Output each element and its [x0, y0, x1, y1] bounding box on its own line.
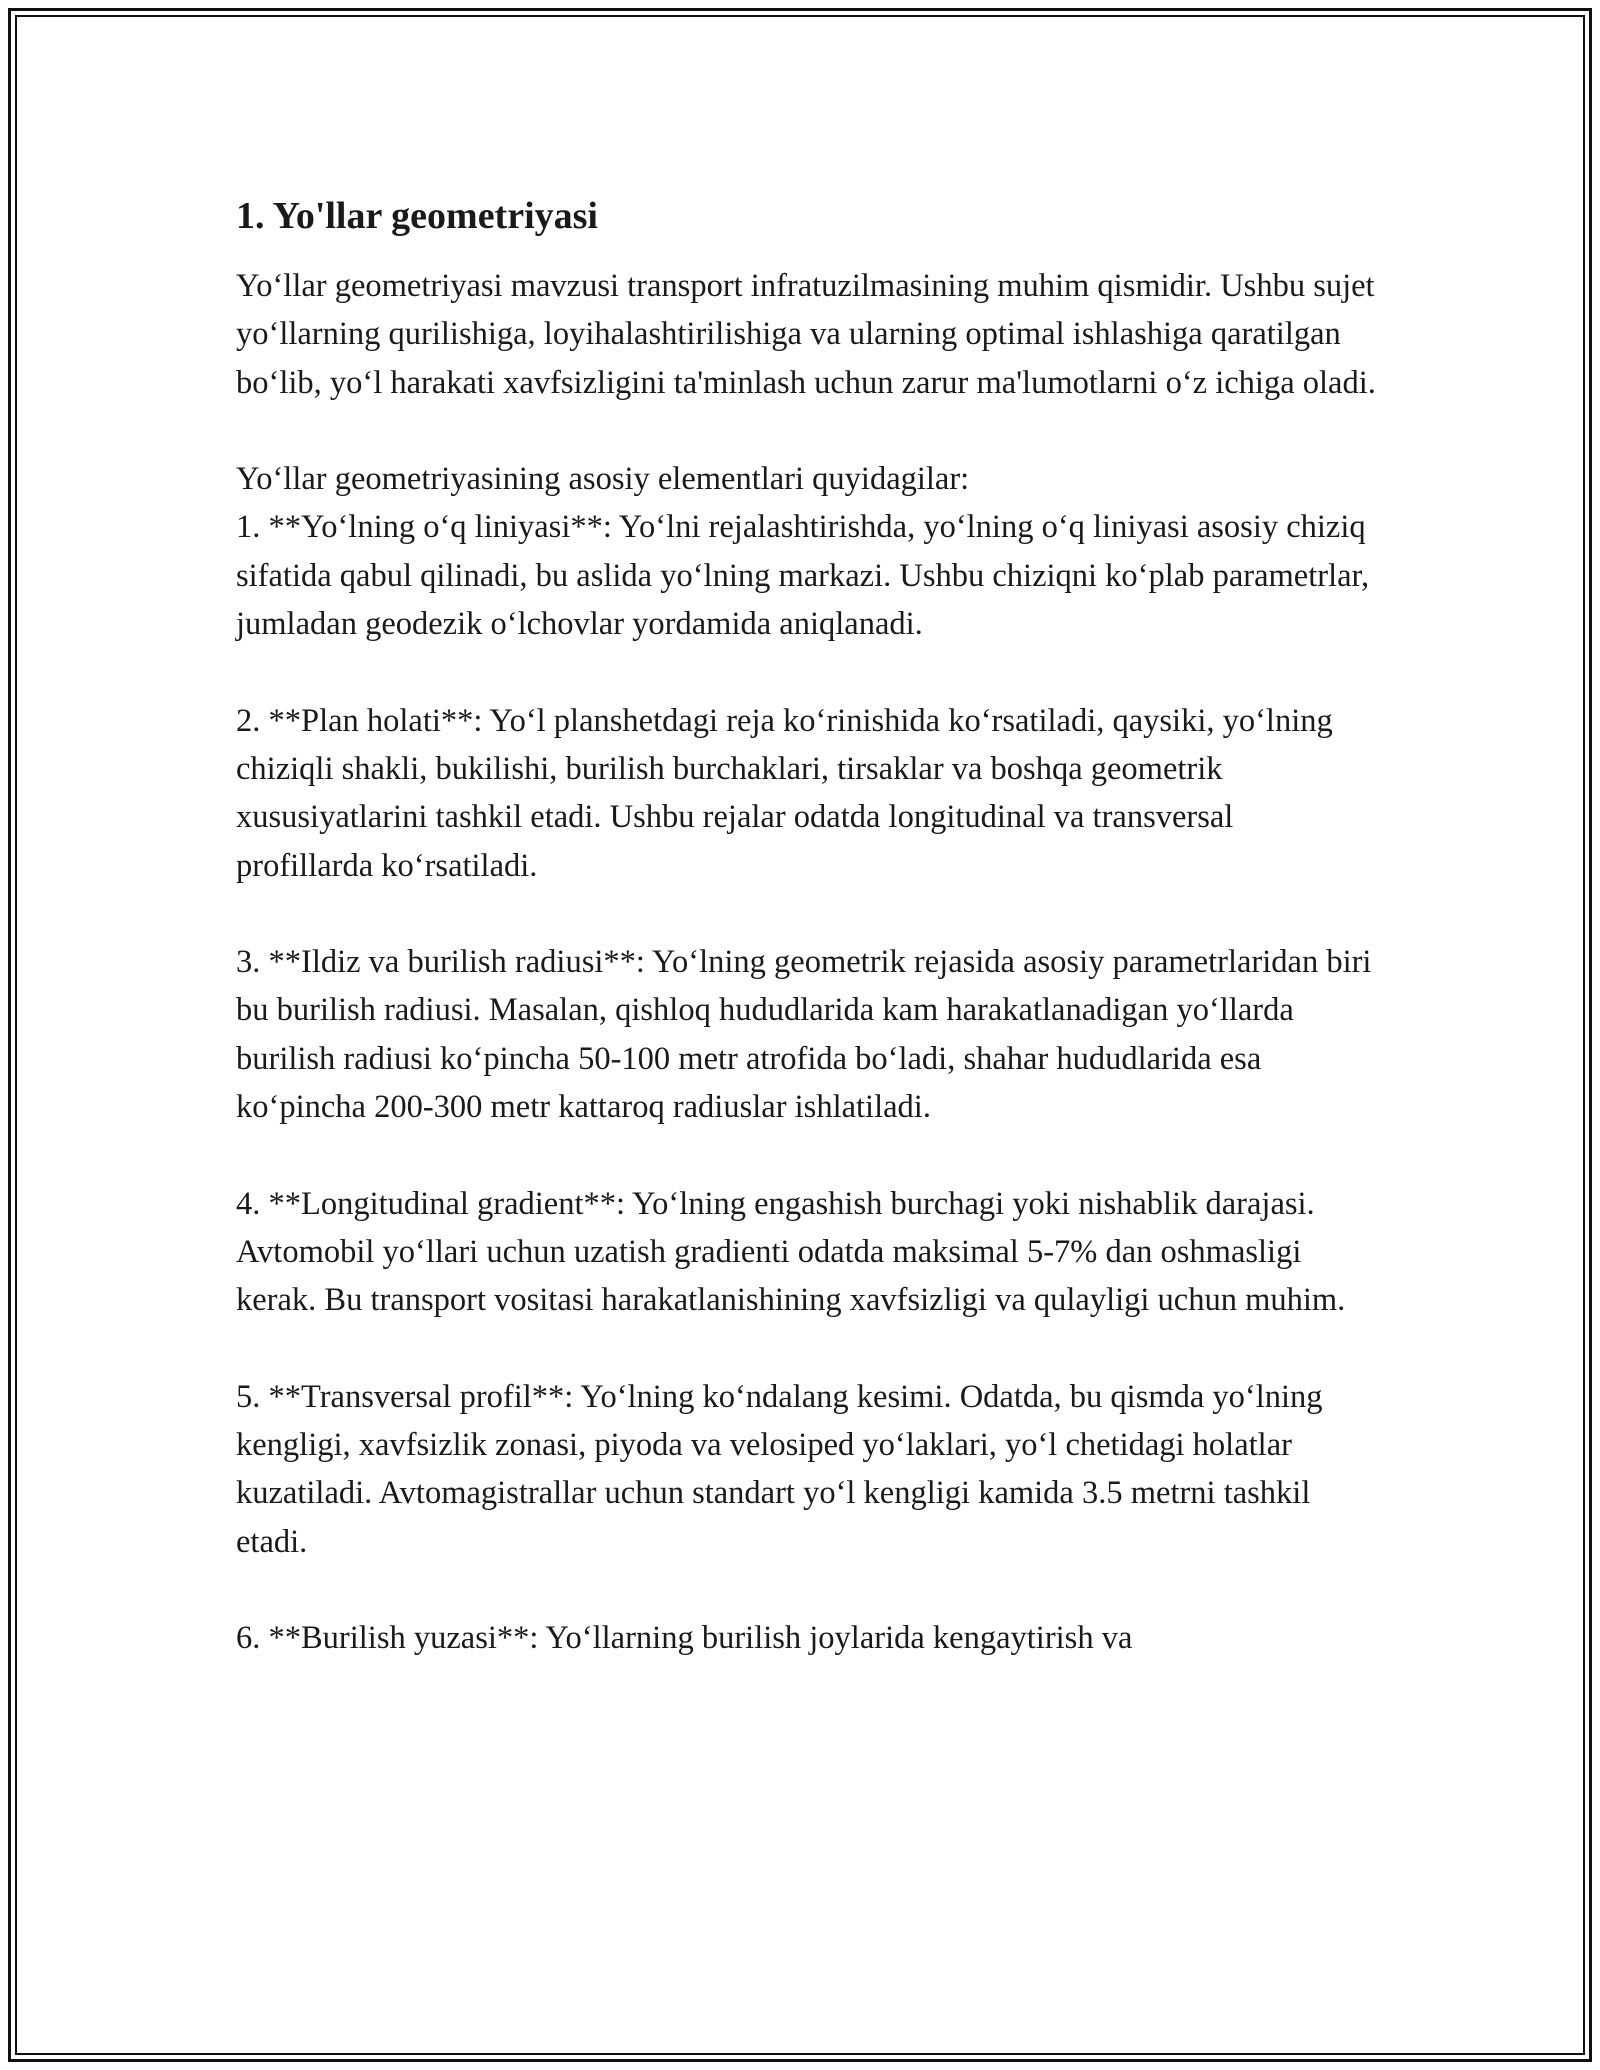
list-item-plan-state: 2. **Plan holati**: Yo‘l planshetdagi reja ko‘rinishida ko‘rsatiladi, qaysiki, yo‘lning chiziqli shakli, bukilishi, burilish burchaklari, tirsaklar va boshqa geometrik xususiyatlarini tashkil etadi. Ushbu rejalar odatda longitudinal va transversal profillarda ko‘rsatiladi. — [236, 702, 1333, 884]
document-title: 1. Yo'llar geometriyasi — [236, 195, 598, 237]
list-item-longitudinal-gradient: 4. **Longitudinal gradient**: Yo‘lning engashish burchagi yoki nishablik darajasi. Avtomobil yo‘llari uchun uzatish gradienti odatda maksimal 5-7% dan oshmasligi kerak. Bu transport vositasi harakatlanishining xavfsizligi va qulayligi uchun muhim. — [236, 1185, 1346, 1319]
list-item-axis-line: 1. **Yo‘lning o‘q liniyasi**: Yo‘lni rejalashtirishda, yo‘lning o‘q liniyasi asosiy chiziq sifatida qabul qilinadi, bu aslida yo‘lning markazi. Ushbu chiziqni ko‘plab parametrlar, jumladan geodezik o‘lchovlar yordamida aniqlanadi. — [236, 509, 1370, 643]
list-item-turn-surface: 6. **Burilish yuzasi**: Yo‘llarning burilish joylarida kengaytirish va — [236, 1620, 1133, 1657]
list-item-turn-radius: 3. **Ildiz va burilish radiusi**: Yo‘lning geometrik rejasida asosiy parametrlaridan biri bu burilish radiusi. Masalan, qishloq hududlarida kam harakatlanadigan yo‘llarda burilish radiusi ko‘pincha 50-100 metr atrofida bo‘ladi, shahar hududlarida esa ko‘pincha 200-300 metr kattaroq radiuslar ishlatiladi. — [236, 944, 1372, 1126]
document-body — [236, 190, 1376, 1663]
intro-paragraph: Yo‘llar geometriyasi mavzusi transport infratuzilmasining muhim qismidir. Ushbu sujet yo‘llarning qurilishiga, loyihalashtirilishiga va ularning optimal ishlashiga qaratilgan bo‘lib, yo‘l harakati xavfsizligini ta'minlash uchun zarur ma'lumotlarni o‘z ichiga oladi. — [236, 268, 1376, 401]
list-item-transversal-profile: 5. **Transversal profil**: Yo‘lning ko‘ndalang kesimi. Odatda, bu qismda yo‘lning kengligi, xavfsizlik zonasi, piyoda va velosiped yo‘laklari, yo‘l chetidagi holatlar kuzatiladi. Avtomagistrallar uchun standart yo‘l kengligi kamida 3.5 metrni tashkil etadi. — [236, 1378, 1323, 1560]
elements-lead-paragraph: Yo‘llar geometriyasining asosiy elementlari quyidagilar: — [236, 461, 970, 498]
